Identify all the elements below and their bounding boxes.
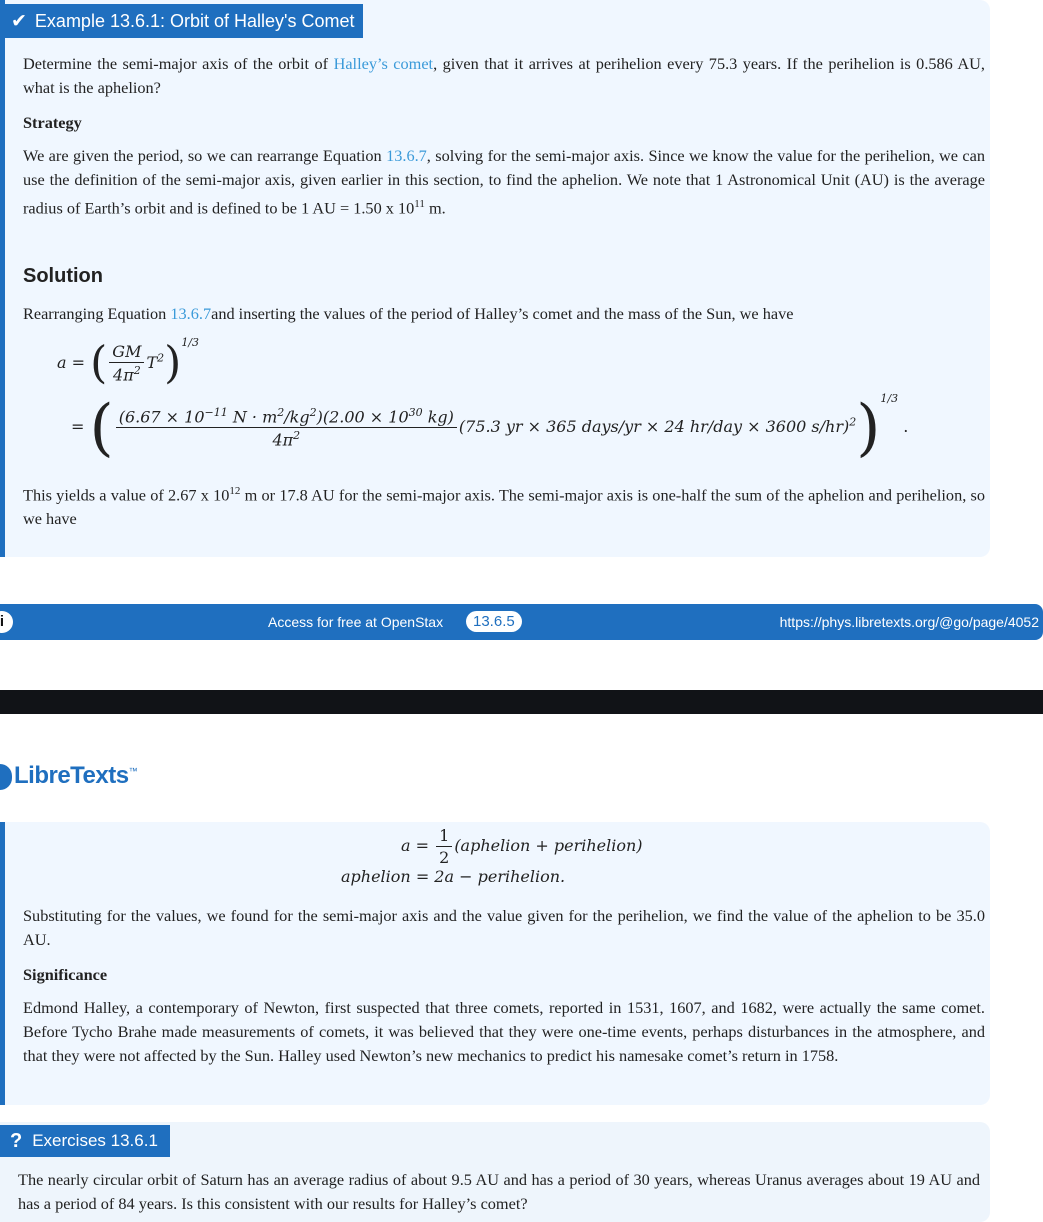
equation-link-2[interactable]: 13.6.7 [170, 304, 212, 323]
example-intro: Determine the semi-major axis of the orbit of Halley’s comet, given that it arrives at perihelion every 75.3 years. If the perihelion is 0.586 AU, what is the aphelion? [23, 54, 985, 97]
example-title-tab [5, 4, 363, 38]
checkmark-icon: ✔ [11, 10, 27, 32]
exercise-title: Exercises 13.6.1 [32, 1131, 158, 1150]
equation-values: = ( $\frac{(6.67 \times 10^{-11} N \cdot m^2/kg^2)(2.00 \times 10^{30} kg)}{4\pi^2}$ (75.3 yr × 365 days/yr × 24 hr/day × 3600 s/hr)$^2$)$^{1/3}$ . [71, 390, 909, 464]
solution-text: Rearranging Equation 13.6.7and inserting the values of the period of Halley’s comet and the mass of the Sun, we have [23, 304, 794, 323]
exercise-title-tab [0, 1125, 170, 1157]
solution-heading: Solution [23, 265, 103, 287]
libretexts-logo: LibreTexts™ [0, 762, 137, 790]
example-title: Example 13.6.1: Orbit of Halley's Comet [34, 10, 355, 31]
question-mark-icon: ? [10, 1129, 23, 1152]
equation-link[interactable]: 13.6.7 [386, 146, 427, 165]
significance-text: Edmond Halley, a contemporary of Newton, first suspected that three comets, reported in 1531, 1607, and 1682, were actually the same comet. Before Tycho Brahe made measurements of comets, it was believed that they were one-time events, perhaps disturbances in the atmosphere, and that they were not affected by the Sun. Halley used Newton’s new mechanics to predict his namesake comet’s return in 1758. [23, 998, 985, 1065]
strategy-text: We are given the period, so we can rearrange Equation 13.6.7, solving for the semi-major axis. Since we know the value for the perihelion, we can use the definition of the semi-major axis, given earlier in this section, to find the aphelion. We note that 1 Astronomical Unit (AU) is the average radius of Earth’s orbit and is defined to be 1 AU = 1.50 x $10^{11}$ m. [23, 146, 986, 218]
equation-aphelion: aphelion = 2a − perihelion. [341, 867, 566, 886]
strategy-heading: Strategy [23, 113, 82, 132]
page-number-pill: 13.6.5 [466, 611, 522, 632]
result-text: This yields a value of 2.67 x $10^{12}$ m or 17.8 AU for the semi-major axis. The semi-major axis is one-half the sum of the aphelion and perihelion, so we have [23, 485, 985, 529]
page-url[interactable]: https://phys.libretexts.org/@go/page/4052 [779, 614, 1039, 630]
equation-semi-major-axis: a = ( $\frac{GM}{4\pi^2}$ $T^2)^{1/3}$ [57, 336, 200, 389]
libretexts-logo-icon [0, 764, 12, 790]
exercise-text: The nearly circular orbit of Saturn has an average radius of about 9.5 AU and has a period of 30 years, whereas Uranus averages about 19 AU and has a period of 84 years. Is this consistent with our results for Halley’s comet? [18, 1170, 980, 1213]
access-text: Access for free at OpenStax [268, 614, 444, 630]
significance-heading: Significance [23, 965, 108, 984]
example-box [0, 0, 990, 557]
example-continued-box [0, 822, 990, 1105]
substituting-text: Substituting for the values, we found for the semi-major axis and the value given for the perihelion, we find the value of the aphelion to be 35.0 AU. [23, 906, 985, 949]
equation-aphelion-sum: a = $\frac{1}{2}$ (aphelion + perihelion) [401, 826, 643, 867]
halleys-comet-link[interactable]: Halley’s comet [333, 54, 434, 73]
page-divider [0, 690, 1043, 714]
page-footer [0, 604, 1043, 640]
creative-commons-icon: i [0, 611, 13, 633]
